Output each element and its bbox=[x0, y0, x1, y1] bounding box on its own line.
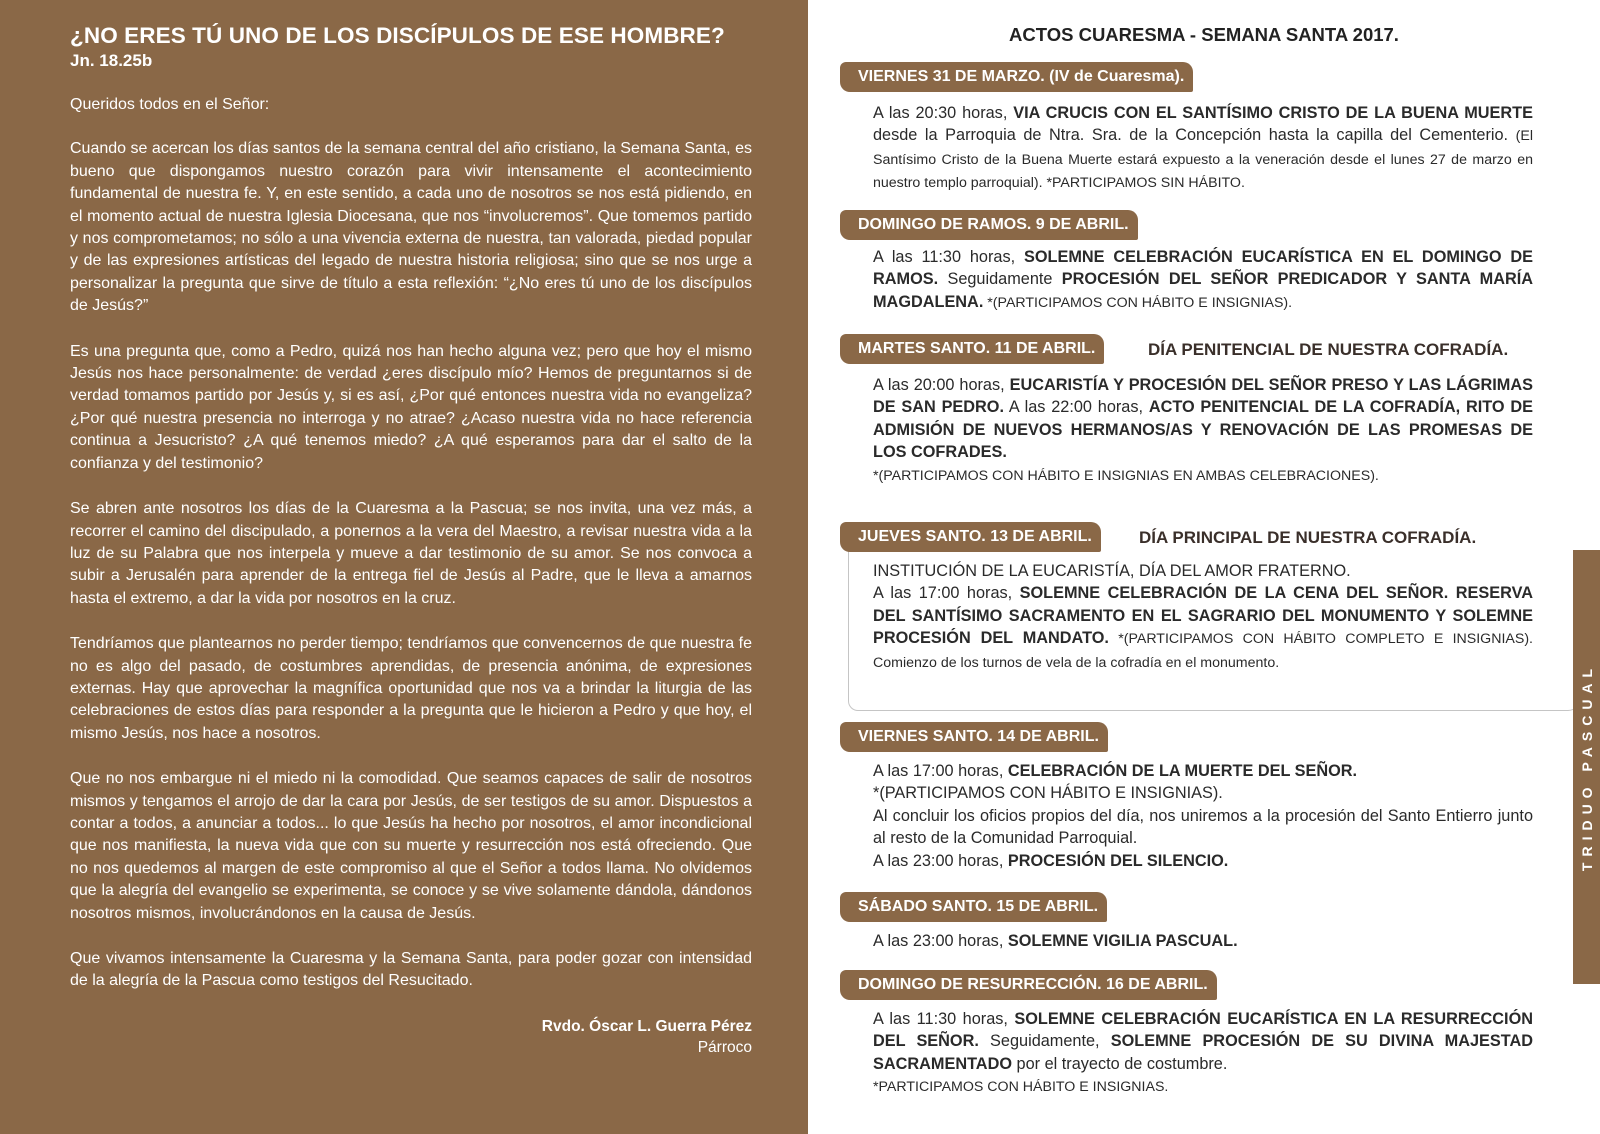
event-heading: INSTITUCIÓN DE LA EUCARISTÍA, DÍA DEL AMOR FRATERNO. bbox=[873, 562, 1351, 580]
event-time: A las 23:00 horas, bbox=[873, 851, 1008, 870]
event-act: SOLEMNE CELEBRACIÓN DE LA CENA DEL SEÑOR. RESERVA DEL SANTÍSIMO SACRAMENTO EN EL SAGRARIO DEL MONUMENTO Y SOLEMNE PROCESIÓN DEL MANDATO. bbox=[873, 584, 1533, 648]
event-time: A las 20:30 horas, bbox=[873, 104, 1014, 122]
event-act: SOLEMNE CELEBRACIÓN EUCARÍSTICA EN LA RESURRECCIÓN DEL SEÑOR. bbox=[873, 1010, 1533, 1051]
letter-content bbox=[70, 22, 752, 1058]
triduo-pascual-label: TRIDUO PASCUAL bbox=[1578, 662, 1595, 872]
event-date-tag: SÁBADO SANTO. 15 DE ABRIL. bbox=[840, 892, 1107, 922]
letter-paragraph: Tendríamos que plantearnos no perder tiempo; tendríamos que convencernos de que nuestra fe no es algo del pasado, de costumbres aprendidas, de presencia anónima, de expresiones externas. Hay que aprovechar la magnífica oportunidad que nos va a brindar la liturgia de las celebraciones de estos días para responder a la pregunta que le hicieron a Pedro y que hoy, el mismo Jesús, nos hace a nosotros. bbox=[70, 635, 752, 742]
triduo-pascual-sidebar bbox=[1573, 550, 1600, 984]
signature-role: Párroco bbox=[697, 1038, 752, 1056]
event-date-tag: VIERNES 31 DE MARZO. (IV de Cuaresma). bbox=[840, 62, 1193, 92]
event-note: *(PARTICIPAMOS CON HÁBITO E INSIGNIAS). bbox=[983, 294, 1293, 311]
event-act: CELEBRACIÓN DE LA MUERTE DEL SEÑOR. bbox=[1007, 762, 1358, 780]
event-time: A las 17:00 horas, bbox=[873, 762, 1008, 780]
event-date-tag: DOMINGO DE RESURRECCIÓN. 16 DE ABRIL. bbox=[840, 970, 1217, 1000]
event-time: A las 17:00 horas, bbox=[873, 584, 1020, 603]
event-act: ACTO PENITENCIAL DE LA COFRADÍA, RITO DE ADMISIÓN DE NUEVOS HERMANOS/AS Y RENOVACIÓN DE LAS PROMESAS DE LOS COFRADES. bbox=[873, 398, 1533, 462]
event-time: A las 20:00 horas, bbox=[873, 376, 1010, 394]
event-time: A las 11:30 horas, bbox=[873, 1010, 1015, 1028]
event-text: Al concluir los oficios propios del día, nos uniremos a la procesión del Santo Entierro junto al resto de la Comunidad Parroquial. bbox=[873, 806, 1533, 848]
event-note: (El Santísimo Cristo de la Buena Muerte estará expuesto a la veneración desde el lunes 27 de marzo en nuestro templo parroquial). *PARTICIPAMOS SIN HÁBITO. bbox=[873, 128, 1533, 192]
event-subtitle: DÍA PRINCIPAL DE NUESTRA COFRADÍA. bbox=[1139, 528, 1477, 547]
event-act: PROCESIÓN DEL SILENCIO. bbox=[1007, 851, 1229, 870]
letter-title: ¿NO ERES TÚ UNO DE LOS DISCÍPULOS DE ESE HOMBRE? bbox=[70, 23, 725, 48]
event-description bbox=[873, 374, 1533, 487]
event-text: por el trayecto de costumbre. bbox=[1012, 1054, 1228, 1073]
event-description bbox=[873, 560, 1533, 674]
event-act: PROCESIÓN DEL SEÑOR PREDICADOR Y SANTA MARÍA MAGDALENA. bbox=[873, 270, 1533, 311]
event-act: VIA CRUCIS CON EL SANTÍSIMO CRISTO DE LA BUENA MUERTE bbox=[1013, 104, 1533, 122]
event-text: A las 22:00 horas, bbox=[1004, 398, 1149, 417]
event-date-tag: DOMINGO DE RAMOS. 9 DE ABRIL. bbox=[840, 210, 1138, 240]
letter-greeting: Queridos todos en el Señor: bbox=[70, 96, 270, 113]
event-date-tag: JUEVES SANTO. 13 DE ABRIL. bbox=[840, 522, 1101, 552]
letter-paragraph: Que no nos embargue ni el miedo ni la comodidad. Que seamos capaces de salir de nosotros mismos y tengamos el arrojo de dar la cara por Jesús, de ser testigos de su amor. Dispuestos a contar a todos, a anunciar a todos... lo que Jesús ha hecho por nosotros, el amor incondicional que nos manifiesta, la nueva vida que con su muerte y resurrección nos está ofreciendo. Que no nos quedemos al margen de este compromiso al que el Señor a todos llama. No olvidemos que la alegría del evangelio se experimenta, se conoce y se vive solamente dándola, dándonos nosotros mismos, involucrándonos en la causa de Jesús. bbox=[70, 770, 752, 922]
event-note: *(PARTICIPAMOS CON HÁBITO E INSIGNIAS EN AMBAS CELEBRACIONES). bbox=[873, 467, 1379, 484]
event-description bbox=[873, 930, 1533, 952]
event-act: SOLEMNE VIGILIA PASCUAL. bbox=[1007, 932, 1238, 950]
event-note: *(PARTICIPAMOS CON HÁBITO COMPLETO E INSIGNIAS). Comienzo de los turnos de vela de la cofradía en el monumento. bbox=[873, 631, 1533, 671]
event-act: EUCARISTÍA Y PROCESIÓN DEL SEÑOR PRESO Y LAS LÁGRIMAS DE SAN PEDRO. bbox=[873, 376, 1533, 417]
event-text: Seguidamente, bbox=[978, 1032, 1111, 1051]
letter-paragraph: Es una pregunta que, como a Pedro, quizá nos han hecho alguna vez; pero que hoy el mismo Jesús nos hace personalmente: de verdad ¿eres discípulo mío? Hemos de preguntarnos si de verdad tomamos partido por Jesús y, si es así, ¿Por qué entonces nuestra vida no evangeliza? ¿Por qué nuestra presencia no interroga y no atrae? ¿Acaso nuestra vida no hace referencia continua a Jesucristo? ¿A qué tenemos miedo? ¿A qué esperamos para dar el salto de la confianza y del testimonio? bbox=[70, 342, 752, 472]
letter-paragraph: Que vivamos intensamente la Cuaresma y la Semana Santa, para poder gozar con intensidad de la alegría de la Pascua como testigos del Resucitado. bbox=[70, 950, 752, 990]
schedule-title: ACTOS CUARESMA - SEMANA SANTA 2017. bbox=[1009, 24, 1399, 45]
event-note: *PARTICIPAMOS CON HÁBITO E INSIGNIAS. bbox=[873, 1079, 1169, 1096]
event-date-tag: VIERNES SANTO. 14 DE ABRIL. bbox=[840, 722, 1108, 752]
signature bbox=[70, 1016, 752, 1058]
event-date-tag: MARTES SANTO. 11 DE ABRIL. bbox=[840, 334, 1104, 364]
event-act: SOLEMNE PROCESIÓN DE SU DIVINA MAJESTAD SACRAMENTADO bbox=[873, 1032, 1534, 1073]
schedule-panel bbox=[808, 0, 1600, 1134]
event-subtitle: DÍA PENITENCIAL DE NUESTRA COFRADÍA. bbox=[1148, 340, 1509, 359]
event-description bbox=[873, 246, 1533, 314]
event-act: SOLEMNE CELEBRACIÓN EUCARÍSTICA EN EL DOMINGO DE RAMOS. bbox=[873, 248, 1534, 289]
event-description bbox=[873, 760, 1533, 872]
event-time: A las 11:30 horas, bbox=[873, 248, 1024, 266]
bible-reference: Jn. 18.25b bbox=[70, 51, 153, 70]
signature-name: Rvdo. Óscar L. Guerra Pérez bbox=[541, 1017, 752, 1035]
event-description bbox=[873, 1008, 1533, 1099]
event-text: Seguidamente bbox=[938, 270, 1062, 289]
event-description bbox=[873, 102, 1533, 195]
letter-paragraph: Cuando se acercan los días santos de la semana central del año cristiano, la Semana Santa, es bueno que dispongamos nuestro corazón para vivir intensamente el acontecimiento fundamental de nuestra fe. Y, en este sentido, a cada uno de nosotros se nos está pidiendo, en el momento actual de nuestra Iglesia Diocesana, que nos “involucremos”. Que tomemos partido y nos comprometamos; no sólo a una vivencia externa de nuestra, tan valorada, piedad popular y de las expresiones artísticas del legado de nuestra historia religiosa; sino que se nos urge a personalizar la pregunta que sirve de título a esta reflexión: “¿No eres tú uno de los discípulos de Jesús?” bbox=[70, 140, 752, 315]
event-note: *(PARTICIPAMOS CON HÁBITO E INSIGNIAS). bbox=[873, 784, 1223, 803]
event-text: desde la Parroquia de Ntra. Sra. de la Concepción hasta la capilla del Cementerio. bbox=[873, 126, 1516, 145]
letter-paragraph: Se abren ante nosotros los días de la Cuaresma a la Pascua; se nos invita, una vez más, a recorrer el camino del discipulado, a ponernos a la vera del Maestro, a revisar nuestra vida a la luz de su Palabra que nos interpela y mueve a dar testimonio de su amor. Se nos convoca a subir a Jerusalén para aprender de la entrega fiel de Jesús al Padre, que le lleva a amarnos hasta el extremo, a dar la vida por nosotros en la cruz. bbox=[70, 500, 752, 607]
event-time: A las 23:00 horas, bbox=[873, 932, 1008, 950]
